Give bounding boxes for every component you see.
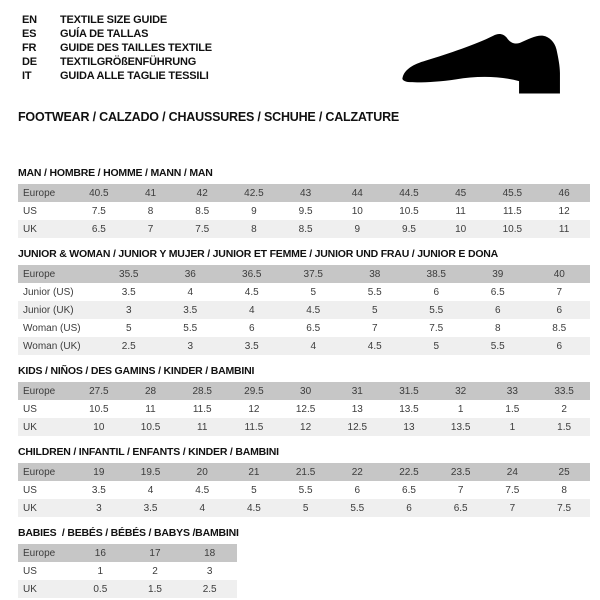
size-cell: 7.5 bbox=[538, 499, 590, 517]
size-cell: 6 bbox=[383, 499, 435, 517]
size-cell: 5.5 bbox=[160, 319, 222, 337]
size-cell: 8.5 bbox=[176, 202, 228, 220]
size-cell: 40 bbox=[529, 265, 591, 283]
size-cell: 5 bbox=[228, 481, 280, 499]
language-row-fr bbox=[22, 41, 212, 55]
size-cell: 45.5 bbox=[487, 184, 539, 202]
row-label: Woman (UK) bbox=[18, 337, 98, 355]
row-label: Junior (US) bbox=[18, 283, 98, 301]
size-cell: 6 bbox=[529, 301, 591, 319]
size-cell: 20 bbox=[176, 463, 228, 481]
row-label: US bbox=[18, 202, 73, 220]
size-cell: 43 bbox=[280, 184, 332, 202]
size-cell: 7.5 bbox=[487, 481, 539, 499]
language-code: EN bbox=[22, 14, 37, 26]
size-cell: 12.5 bbox=[280, 400, 332, 418]
size-cell: 9.5 bbox=[280, 202, 332, 220]
size-cell: 4 bbox=[160, 283, 222, 301]
table-row bbox=[18, 283, 590, 301]
size-cell: 4 bbox=[283, 337, 345, 355]
size-cell: 19.5 bbox=[125, 463, 177, 481]
size-cell: 10.5 bbox=[73, 400, 125, 418]
language-code: IT bbox=[22, 70, 32, 82]
size-cell: 39 bbox=[467, 265, 529, 283]
size-cell: 30 bbox=[280, 382, 332, 400]
size-cell: 8 bbox=[228, 220, 280, 238]
size-cell: 10.5 bbox=[125, 418, 177, 436]
table-row bbox=[18, 580, 237, 598]
size-cell: 42.5 bbox=[228, 184, 280, 202]
size-cell: 19 bbox=[73, 463, 125, 481]
row-label: Europe bbox=[18, 265, 98, 283]
table-row bbox=[18, 499, 590, 517]
size-cell: 40.5 bbox=[73, 184, 125, 202]
size-cell: 3.5 bbox=[160, 301, 222, 319]
row-label: Europe bbox=[18, 463, 73, 481]
row-label: Europe bbox=[18, 184, 73, 202]
size-cell: 10.5 bbox=[487, 220, 539, 238]
size-cell: 11.5 bbox=[228, 418, 280, 436]
size-cell: 33 bbox=[487, 382, 539, 400]
size-tables-container bbox=[18, 167, 590, 600]
language-label: GUIDA ALLE TAGLIE TESSILI bbox=[60, 70, 209, 82]
section-title: KIDS / NIÑOS / DES GAMINS / KINDER / BAMBINI bbox=[18, 365, 255, 377]
size-cell: 6.5 bbox=[283, 319, 345, 337]
row-label: UK bbox=[18, 499, 73, 517]
table-row bbox=[18, 202, 590, 220]
section-title: MAN / HOMBRE / HOMME / MANN / MAN bbox=[18, 167, 213, 179]
size-cell: 36.5 bbox=[221, 265, 283, 283]
size-table bbox=[18, 544, 237, 598]
size-table bbox=[18, 463, 590, 517]
size-cell: 44 bbox=[331, 184, 383, 202]
size-cell: 13 bbox=[331, 400, 383, 418]
size-cell: 5.5 bbox=[467, 337, 529, 355]
size-cell: 29.5 bbox=[228, 382, 280, 400]
size-cell: 10 bbox=[331, 202, 383, 220]
row-label: UK bbox=[18, 418, 73, 436]
size-cell: 7 bbox=[125, 220, 177, 238]
size-cell: 2 bbox=[538, 400, 590, 418]
size-cell: 3.5 bbox=[125, 499, 177, 517]
size-cell: 27.5 bbox=[73, 382, 125, 400]
section-title: BABIES / BEBÉS / BÉBÉS / BABYS /BAMBINI bbox=[18, 527, 239, 539]
size-section-0 bbox=[18, 167, 590, 238]
size-cell: 11 bbox=[538, 220, 590, 238]
size-cell: 6 bbox=[406, 283, 468, 301]
size-cell: 6.5 bbox=[73, 220, 125, 238]
table-row bbox=[18, 301, 590, 319]
size-cell: 21.5 bbox=[280, 463, 332, 481]
language-label: TEXTILGRÖßENFÜHRUNG bbox=[60, 56, 197, 68]
language-code: FR bbox=[22, 42, 37, 54]
table-row bbox=[18, 562, 237, 580]
size-cell: 9 bbox=[228, 202, 280, 220]
size-cell: 3 bbox=[160, 337, 222, 355]
size-cell: 16 bbox=[73, 544, 128, 562]
table-row bbox=[18, 418, 590, 436]
size-cell: 4.5 bbox=[221, 283, 283, 301]
language-label: TEXTILE SIZE GUIDE bbox=[60, 14, 168, 26]
size-section-1 bbox=[18, 248, 590, 355]
section-title: JUNIOR & WOMAN / JUNIOR Y MUJER / JUNIOR ET FEMME / JUNIOR UND FRAU / JUNIOR E DONA bbox=[18, 248, 499, 260]
size-cell: 9 bbox=[331, 220, 383, 238]
language-code: DE bbox=[22, 56, 37, 68]
size-cell: 11 bbox=[125, 400, 177, 418]
size-cell: 1 bbox=[73, 562, 128, 580]
section-title: CHILDREN / INFANTIL / ENFANTS / KINDER / BAMBINI bbox=[18, 446, 279, 458]
size-cell: 7 bbox=[529, 283, 591, 301]
size-cell: 36 bbox=[160, 265, 222, 283]
size-cell: 17 bbox=[128, 544, 183, 562]
size-cell: 3 bbox=[73, 499, 125, 517]
row-label: Woman (US) bbox=[18, 319, 98, 337]
size-cell: 4 bbox=[176, 499, 228, 517]
size-cell: 38.5 bbox=[406, 265, 468, 283]
size-cell: 4 bbox=[221, 301, 283, 319]
size-cell: 22.5 bbox=[383, 463, 435, 481]
row-label: US bbox=[18, 481, 73, 499]
size-cell: 4 bbox=[125, 481, 177, 499]
size-cell: 6.5 bbox=[383, 481, 435, 499]
size-cell: 4.5 bbox=[283, 301, 345, 319]
table-row bbox=[18, 463, 590, 481]
size-cell: 3 bbox=[98, 301, 160, 319]
row-label: US bbox=[18, 562, 73, 580]
table-row bbox=[18, 265, 590, 283]
size-cell: 4.5 bbox=[176, 481, 228, 499]
language-row-it bbox=[22, 69, 212, 83]
size-cell: 37.5 bbox=[283, 265, 345, 283]
size-cell: 13.5 bbox=[435, 418, 487, 436]
size-cell: 7.5 bbox=[73, 202, 125, 220]
size-cell: 2 bbox=[128, 562, 183, 580]
size-cell: 1.5 bbox=[538, 418, 590, 436]
table-row bbox=[18, 481, 590, 499]
size-cell: 5 bbox=[344, 301, 406, 319]
size-cell: 4.5 bbox=[344, 337, 406, 355]
size-cell: 5 bbox=[280, 499, 332, 517]
size-cell: 10.5 bbox=[383, 202, 435, 220]
size-cell: 8 bbox=[467, 319, 529, 337]
size-cell: 12 bbox=[538, 202, 590, 220]
size-cell: 1 bbox=[487, 418, 539, 436]
size-cell: 3 bbox=[182, 562, 237, 580]
size-cell: 1 bbox=[435, 400, 487, 418]
language-row-en bbox=[22, 13, 212, 27]
dress-shoe-icon bbox=[393, 26, 590, 106]
size-table bbox=[18, 382, 590, 436]
size-cell: 11.5 bbox=[176, 400, 228, 418]
size-cell: 2.5 bbox=[182, 580, 237, 598]
size-cell: 5.5 bbox=[331, 499, 383, 517]
size-cell: 3.5 bbox=[221, 337, 283, 355]
size-cell: 45 bbox=[435, 184, 487, 202]
size-cell: 7 bbox=[344, 319, 406, 337]
table-row bbox=[18, 184, 590, 202]
size-cell: 7 bbox=[487, 499, 539, 517]
row-label: US bbox=[18, 400, 73, 418]
size-cell: 6 bbox=[529, 337, 591, 355]
size-cell: 5.5 bbox=[406, 301, 468, 319]
size-cell: 8 bbox=[125, 202, 177, 220]
language-title-block bbox=[22, 13, 212, 83]
row-label: UK bbox=[18, 580, 73, 598]
size-table bbox=[18, 184, 590, 238]
size-cell: 32 bbox=[435, 382, 487, 400]
size-section-3 bbox=[18, 446, 590, 517]
size-cell: 6 bbox=[331, 481, 383, 499]
size-cell: 11 bbox=[435, 202, 487, 220]
size-cell: 28.5 bbox=[176, 382, 228, 400]
size-cell: 13 bbox=[383, 418, 435, 436]
size-cell: 3.5 bbox=[73, 481, 125, 499]
size-cell: 2.5 bbox=[98, 337, 160, 355]
size-cell: 46 bbox=[538, 184, 590, 202]
size-cell: 21 bbox=[228, 463, 280, 481]
size-cell: 12 bbox=[280, 418, 332, 436]
category-heading: FOOTWEAR / CALZADO / CHAUSSURES / SCHUHE / CALZATURE bbox=[18, 110, 400, 124]
row-label: Europe bbox=[18, 544, 73, 562]
size-cell: 1.5 bbox=[487, 400, 539, 418]
size-cell: 6 bbox=[467, 301, 529, 319]
size-cell: 31.5 bbox=[383, 382, 435, 400]
table-row bbox=[18, 319, 590, 337]
size-cell: 11.5 bbox=[487, 202, 539, 220]
size-cell: 7.5 bbox=[176, 220, 228, 238]
size-cell: 5 bbox=[98, 319, 160, 337]
size-cell: 28 bbox=[125, 382, 177, 400]
size-cell: 8.5 bbox=[280, 220, 332, 238]
size-cell: 33.5 bbox=[538, 382, 590, 400]
size-cell: 8 bbox=[538, 481, 590, 499]
size-cell: 5.5 bbox=[344, 283, 406, 301]
size-cell: 44.5 bbox=[383, 184, 435, 202]
size-cell: 12 bbox=[228, 400, 280, 418]
size-cell: 0.5 bbox=[73, 580, 128, 598]
language-row-es bbox=[22, 27, 212, 41]
size-cell: 24 bbox=[487, 463, 539, 481]
size-cell: 6.5 bbox=[435, 499, 487, 517]
size-cell: 41 bbox=[125, 184, 177, 202]
size-cell: 3.5 bbox=[98, 283, 160, 301]
size-cell: 35.5 bbox=[98, 265, 160, 283]
size-cell: 23.5 bbox=[435, 463, 487, 481]
size-cell: 38 bbox=[344, 265, 406, 283]
size-cell: 11 bbox=[176, 418, 228, 436]
language-label: GUIDE DES TAILLES TEXTILE bbox=[60, 42, 212, 54]
size-cell: 9.5 bbox=[383, 220, 435, 238]
size-cell: 5.5 bbox=[280, 481, 332, 499]
size-cell: 12.5 bbox=[331, 418, 383, 436]
size-cell: 6 bbox=[221, 319, 283, 337]
table-row bbox=[18, 382, 590, 400]
size-cell: 4.5 bbox=[228, 499, 280, 517]
row-label: Europe bbox=[18, 382, 73, 400]
table-row bbox=[18, 337, 590, 355]
language-label: GUÍA DE TALLAS bbox=[60, 28, 149, 40]
size-section-2 bbox=[18, 365, 590, 436]
size-cell: 10 bbox=[73, 418, 125, 436]
size-cell: 7.5 bbox=[406, 319, 468, 337]
size-cell: 42 bbox=[176, 184, 228, 202]
size-cell: 18 bbox=[182, 544, 237, 562]
size-cell: 8.5 bbox=[529, 319, 591, 337]
table-row bbox=[18, 544, 237, 562]
row-label: Junior (UK) bbox=[18, 301, 98, 319]
size-cell: 13.5 bbox=[383, 400, 435, 418]
row-label: UK bbox=[18, 220, 73, 238]
size-cell: 7 bbox=[435, 481, 487, 499]
size-section-4 bbox=[18, 527, 590, 598]
size-cell: 5 bbox=[406, 337, 468, 355]
language-code: ES bbox=[22, 28, 37, 40]
size-cell: 5 bbox=[283, 283, 345, 301]
table-row bbox=[18, 400, 590, 418]
size-cell: 6.5 bbox=[467, 283, 529, 301]
language-row-de bbox=[22, 55, 212, 69]
table-row bbox=[18, 220, 590, 238]
size-cell: 25 bbox=[538, 463, 590, 481]
size-cell: 22 bbox=[331, 463, 383, 481]
size-cell: 31 bbox=[331, 382, 383, 400]
size-cell: 1.5 bbox=[128, 580, 183, 598]
size-table bbox=[18, 265, 590, 355]
size-cell: 10 bbox=[435, 220, 487, 238]
